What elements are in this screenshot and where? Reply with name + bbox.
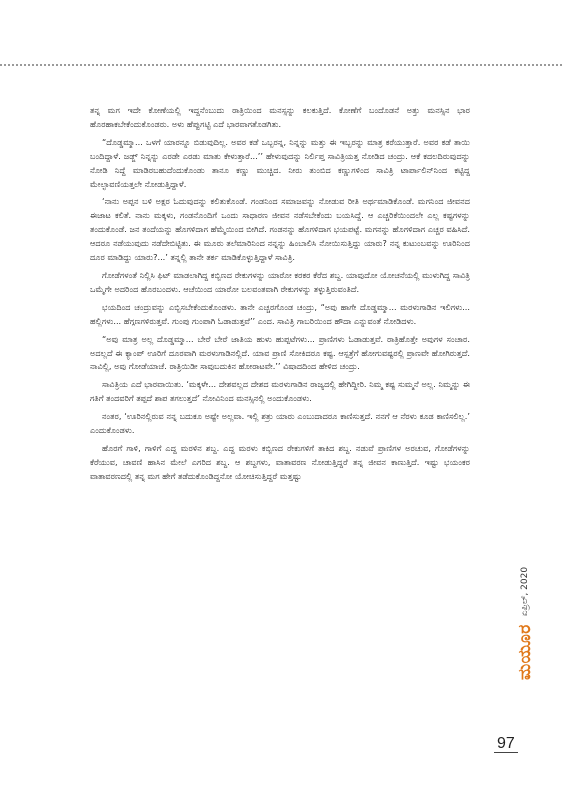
page-number: 97	[497, 735, 515, 752]
paragraph: ಹೊರಗೆ ಗಾಳಿ, ಗಾಳಿಗೆ ಎದ್ದ ಮರಳಿನ ಶಬ್ದ. ಎದ್ದ ಮರಳು ಕಬ್ಬಿಣದ ರೇಕುಗಳಿಗೆ ತಾಕಿದ ಶಬ್ದ. ನಡುವೆ ಪ್ರಾಣಿಗಳ ಅರಚುವ, ಗೋಡೆಗಳನ್ನು ಕೆರೆಯುವ, ಚಾವಣಿ ಹಾಸಿನ ಮೇಲೆ ಎಗರಿದ ಶಬ್ದ. ಆ ಶಬ್ದಗಳು, ವಾತಾವರಣ ನೋಡುತ್ತಿದ್ದರೆ ತನ್ನ ಜೀವನ ಕಾಣುತ್ತಿದೆ. ಇಷ್ಟು ಭಯಂಕರ ವಾತಾವರಣದಲ್ಲಿ ತನ್ನ ಮಗ ಹೇಗೆ ತಡೆದುಕೊಂಡಿದ್ದನೋ ಯೋಚಿಸುತ್ತಿದ್ದರೆ ಮತ್ತಷ್ಟು	[90, 442, 470, 481]
article-body	[90, 104, 470, 488]
top-dotted-rule	[0, 64, 562, 66]
paragraph: ಗೋಡೆಗಳಂತೆ ನಿಲ್ಲಿಸಿ ಫಿಟ್ ಮಾಡಲಾಗಿದ್ದ ಕಬ್ಬಿಣದ ರೇಕುಗಳನ್ನು ಯಾರೋ ಕರಕರ ಕೆರೆದ ಶಬ್ದ. ಯಾವುದೋ ಯೋಚನೆಯಲ್ಲಿ ಮುಳುಗಿದ್ದ ಸಾವಿತ್ರಿ ಒಮ್ಮೆಗೇ ಅದರಿಂದ ಹೊರಬಂದಳು. ಆಚೆಯಿಂದ ಯಾರೋ ಬಲವಂತವಾಗಿ ರೇಕುಗಳನ್ನು ತಳ್ಳುತ್ತಿರುವಂತಿದೆ.	[90, 269, 470, 294]
paragraph: ಸಾವಿತ್ರಿಯ ಎದೆ ಭಾರವಾಯಿತು. ‘ಮಕ್ಕಳೇ... ದೇಶವಲ್ಲದ ದೇಶದ ಮರಳುಗಾಡಿನ ರಾಜ್ಯದಲ್ಲಿ ಹೇಗಿದ್ದೀರಿ. ನಿಮ್ಮ ಕಷ್ಟ ಸುಮ್ಮನೆ ಅಲ್ಲ. ನಿಮ್ಮನ್ನು ಈ ಗತಿಗೆ ತಂದವರಿಗೆ ತಪ್ಪದೆ ಶಾಪ ತಗಲುತ್ತದೆ’ ನೋವಿನಿಂದ ಮನಸ್ಸಿನಲ್ಲಿ ಅಂದುಕೊಂಡಳು.	[90, 379, 470, 404]
side-masthead	[514, 560, 536, 680]
paragraph: ತನ್ನ ಮಗ ಇದೇ ಕೋಣೆಯಲ್ಲಿ ಇದ್ದನೆಂಬುದು ರಾತ್ರಿಯಿಂದ ಮನಸ್ಸನ್ನು ಕಲಕುತ್ತಿದೆ. ಕೋಣೆಗೆ ಬಂದೊಡನೆ ಅತ್ತು ಮನಸ್ಸಿನ ಭಾರ ಹೊರಹಾಕಬೇಕೆಂದುಕೊಂಡರು. ಅಳು ಹೆಪ್ಪುಗಟ್ಟಿ ಎದೆ ಭಾರವಾಗತೊಡಗಿತು.	[90, 105, 470, 129]
paragraph: ಭಯದಿಂದ ಚಂದ್ರುವನ್ನು ಎಬ್ಬಿಸಬೇಕೆಂದುಕೊಂಡಳು. ತಾನೇ ಎಚ್ಚರಗೊಂಡ ಚಂದ್ರು, “ಅವು ಹಾಗೇ ದೊಡ್ಡಮ್ಮಾ... ಮರಳುಗಾಡಿನ ಇಲಿಗಳು... ಹಲ್ಲಿಗಳು... ಹೆಗ್ಗಣಗಳಿರುತ್ತವೆ. ಗುಂಪು ಗುಂಪಾಗಿ ಓಡಾಡುತ್ತವೆ’’ ಎಂದ. ಸಾವಿತ್ರಿ ಗಾಬರಿಯಿಂದ ಹೌದಾ ಎನ್ನುವಂತೆ ನೋಡಿದಳು.	[90, 301, 470, 326]
paragraph: “ದೊಡ್ಡಮ್ಮಾ... ಒಳಗೆ ಯಾರನ್ನೂ ಬಿಡುವುದಿಲ್ಲ. ಅವರ ಕಡೆ ಒಬ್ಬರನ್ನ, ನಿನ್ನನ್ನು ಮತ್ತು ಈ ಇಬ್ಬರನ್ನು ಮಾತ್ರ ಕರೆಯುತ್ತಾರೆ. ಅವರ ಕಡೆ ತಾಯಿ ಬಂದಿದ್ದಾಳೆ. ಜಡ್ಜ್ ನಿನ್ನನ್ನು ಎರಡೇ ಎರಡು ಮಾತು ಕೇಳುತ್ತಾರೆ...’’ ಹೇಳುವುದನ್ನು ನಿರ್ಲಿಪ್ತ ಸಾವಿತ್ರಿಯತ್ತ ನೋಡಿದ ಚಂದ್ರು. ಆಕೆ ಕದಲದಿರುವುದನ್ನು ನೋಡಿ ನಿದ್ದೆ ಮಾಡಿರಬಹುದೆಂದುಕೊಂಡು ತಾನೂ ಕಣ್ಣು ಮುಚ್ಚಿದ. ನೀರು ತುಂಬಿದ ಕಣ್ಣುಗಳಿಂದ ಸಾವಿತ್ರಿ ಟಾರ್ಪಾಲಿನ್‌ನಿಂದ ಕಟ್ಟಿದ್ದ ಮೇಲ್ಛಾವಣಿಯತ್ತಲೇ ನೋಡುತ್ತಿದ್ದಾಳೆ.	[90, 136, 470, 189]
paragraph: “ಅವು ಮಾತ್ರ ಅಲ್ಲ ದೊಡ್ಡಮ್ಮಾ... ಬೇರೆ ಬೇರೆ ಜಾತಿಯ ಹುಳು ಹುಪ್ಪಟೆಗಳು... ಪ್ರಾಣಿಗಳು ಓಡಾಡುತ್ತವೆ. ರಾತ್ರಿಹೊತ್ತೇ ಅವುಗಳ ಸಂಚಾರ. ಅದಲ್ಲದೆ ಈ ಕ್ಯಾಂಪ್ ಊರಿಗೆ ದೂರವಾಗಿ ಮರಳುಗಾಡಿನಲ್ಲಿದೆ. ಯಾವ ಪ್ರಾಣಿ ಸೋಕಿದರೂ ಕಷ್ಟ. ಆಸ್ಪತ್ರೆಗೆ ಹೋಗುವಷ್ಟರಲ್ಲಿ ಪ್ರಾಣವೇ ಹೋಗಿರುತ್ತದೆ. ನಾವಿಲ್ಲಿ, ಅವು ಗೋಡೆಯಾಚೆ. ರಾತ್ರಿಯಿಡೀ ಸಾವುಬದುಕಿನ ಹೋರಾಟವೇ.’’ ವಿಷಾದದಿಂದ ಹೇಳಿದ ಚಂದ್ರು.	[90, 333, 470, 372]
paragraph: ‘ನಾನು ಅಪ್ಪನ ಬಳಿ ಅಕ್ಷರ ಓದುವುದನ್ನು ಕಲಿತುಕೊಂಡೆ. ಗಂಡನಿಂದ ಸಮಾಜವನ್ನು ನೋಡುವ ರೀತಿ ಅರ್ಥಮಾಡಿಕೊಂಡೆ. ಮಗನಿಂದ ಜೀವನದ ಈಜಾಟ ಕಲಿತೆ. ನಾನು ಮಕ್ಕಳು, ಗಂಡನೊಂದಿಗೆ ಒಂದು ಸಾಧಾರಣ ಜೀವನ ನಡೆಸಬೇಕೆಂದು ಬಯಸಿದ್ದೆ. ಆ ಎಚ್ಚರಿಕೆಯಿಂದಲೇ ಎಲ್ಲ ಕಷ್ಟಗಳನ್ನು ತಂದುಕೊಂಡೆ. ಜನ ತಂದೆಯನ್ನು ಹೊಗಳಿದಾಗ ಹೆಮ್ಮೆಯಿಂದ ಬೀಗಿದೆ. ಗಂಡನನ್ನು ಹೊಗಳಿದಾಗ ಭಯಪಟ್ಟೆ. ಮಗನನ್ನು ಹೊಗಳಿದಾಗ ಎಚ್ಚರ ವಹಿಸಿದೆ. ಆದರೂ ನಡೆಯುವುದು ನಡೆದೇಬಿಟ್ಟಿತು. ಈ ಮೂರು ತಲೆಮಾರಿನಿಂದ ನನ್ನನ್ನು ಹಿಂಬಾಲಿಸಿ ನೋಯಿಸುತ್ತಿದ್ದು ಯಾರು? ನನ್ನ ಕುಟುಂಬವನ್ನು ಊರಿನಿಂದ ದೂರ ಮಾಡಿದ್ದು ಯಾರು?...’ ತನ್ನಲ್ಲಿ ತಾನೇ ತರ್ಕ ಮಾಡಿಕೊಳ್ಳುತ್ತಿದ್ದಾಳೆ ಸಾವಿತ್ರಿ.	[90, 196, 470, 263]
issue-date: ಏಪ್ರಿಲ್, 2020	[520, 566, 530, 617]
magazine-brand: ಮಯೂರ	[515, 624, 535, 680]
paragraph: ನಂತರ, ‘ಊರಿನಲ್ಲಿರುವ ನನ್ನ ಬದುಕೂ ಅಷ್ಟೇ ಅಲ್ಲವಾ. ಇಲ್ಲಿ ಶತ್ರು ಯಾರು ಎಂಬುದಾದರೂ ಕಾಣಿಸುತ್ತದೆ. ನನಗೆ ಆ ನೆರಳು ಕೂಡ ಕಾಣಿಸಲಿಲ್ಲ.’ ಎಂದುಕೊಂಡಳು.	[90, 411, 470, 436]
